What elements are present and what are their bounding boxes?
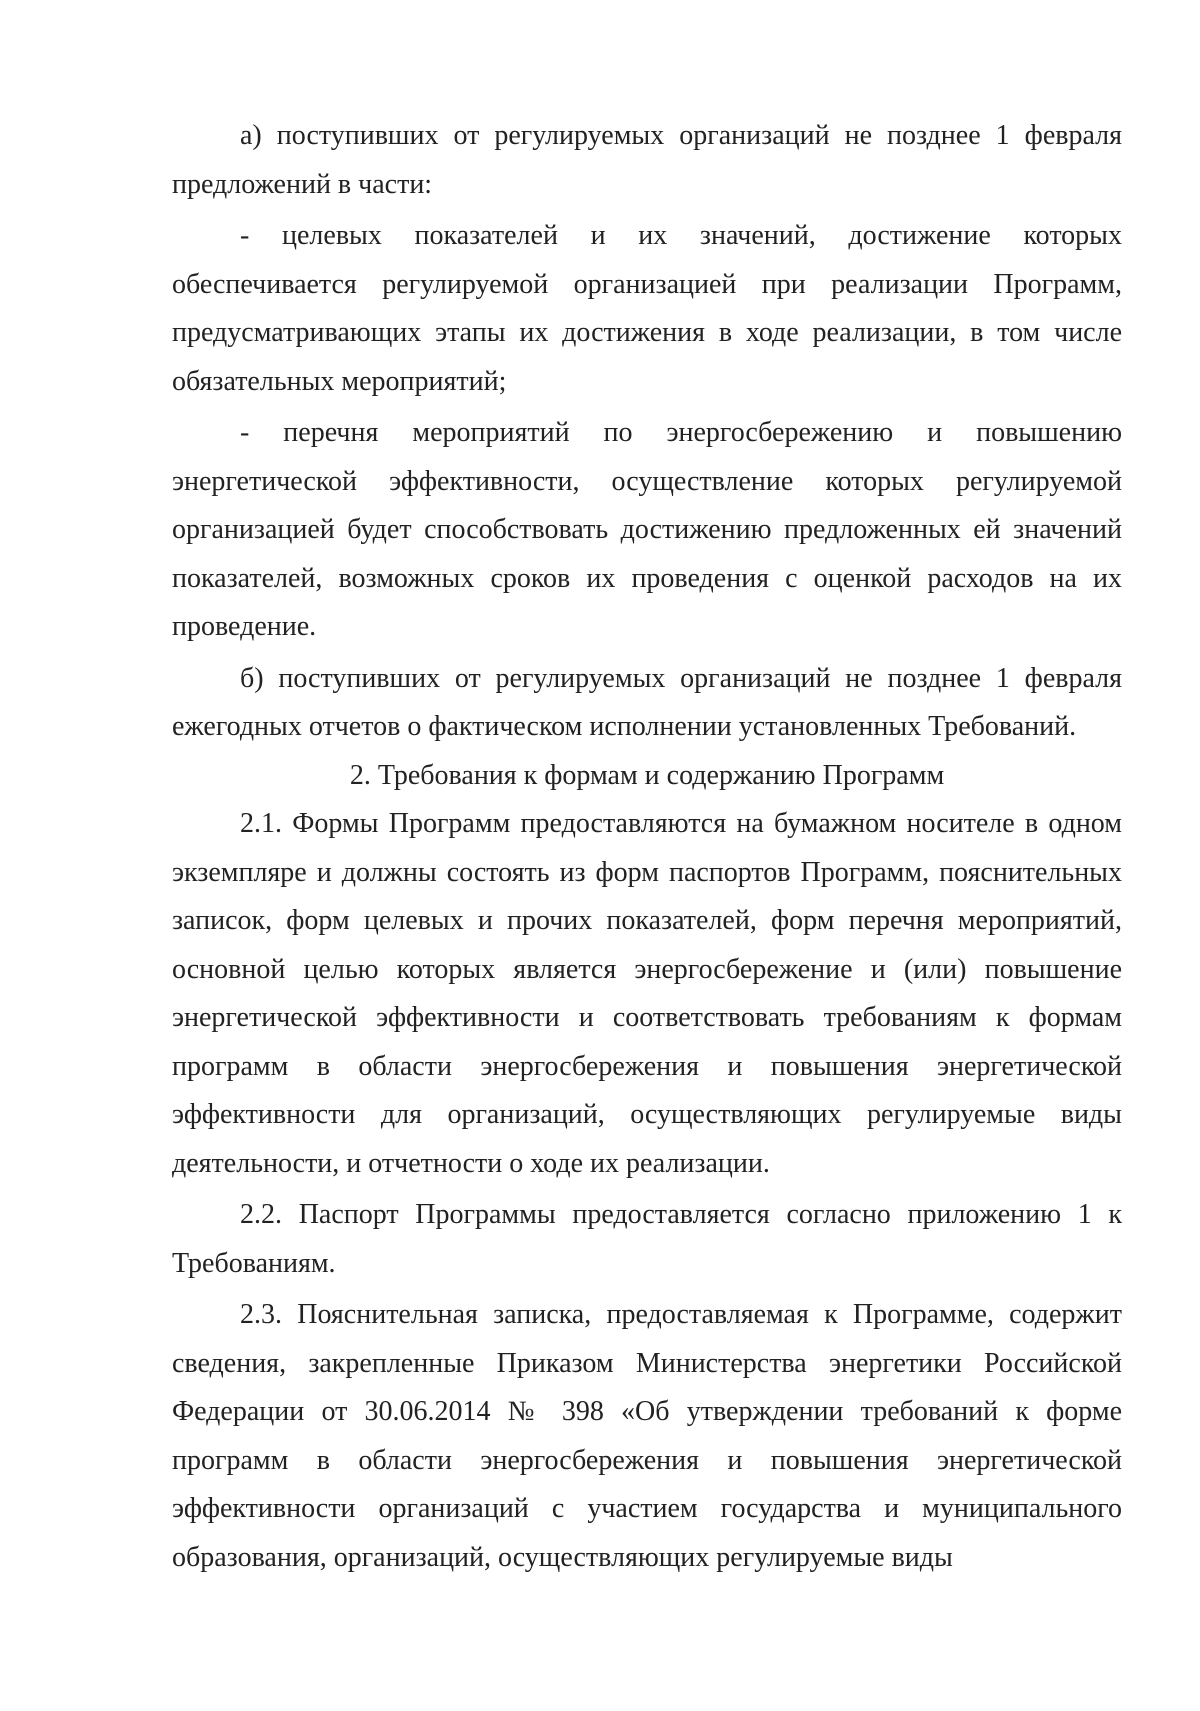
document-body (172, 112, 1122, 1582)
section-heading: 2. Требования к формам и содержанию Программ (349, 759, 945, 791)
paragraph-2-3: 2.3. Пояснительная записка, предоставляемая к Программе, содержит сведения, закрепленные Приказом Министерства энергетики Российской Федерации от 30.06.2014 № 398 «Об утверждении требований к форме программ в области энергосбережения и повышения энергетической эффективности организаций с участием государства и муниципального образования, организаций, осуществляющих регулируемые виды (172, 1299, 1122, 1573)
paragraph-a: а) поступивших от регулируемых организаций не позднее 1 февраля предложений в части: (172, 120, 1122, 200)
paragraph-2-2: 2.2. Паспорт Программы предоставляется согласно приложению 1 к Требованиям. (172, 1199, 1122, 1279)
paragraph-target-indicators: - целевых показателей и их значений, достижение которых обеспечивается регулируемой организацией при реализации Программ, предусматривающих этапы их достижения в ходе реализации, в том числе обязательных мероприятий; (172, 220, 1122, 397)
paragraph-2-1: 2.1. Формы Программ предоставляются на бумажном носителе в одном экземпляре и должны состоять из форм паспортов Программ, пояснительных записок, форм целевых и прочих показателей, форм перечня мероприятий, основной целью которых является энергосбережение и (или) повышение энергетической эффективности и соответствовать требованиям к формам программ в области энергосбережения и повышения энергетической эффективности для организаций, осуществляющих регулируемые виды деятельности, и отчетности о ходе их реализации. (172, 808, 1122, 1179)
paragraph-measures-list: - перечня мероприятий по энергосбережению и повышению энергетической эффективности, осуществление которых регулируемой организацией будет способствовать достижению предложенных ей значений показателей, возможных сроков их проведения с оценкой расходов на их проведение. (172, 417, 1122, 642)
paragraph-b: б) поступивших от регулируемых организаций не позднее 1 февраля ежегодных отчетов о фактическом исполнении установленных Требований. (172, 662, 1122, 742)
